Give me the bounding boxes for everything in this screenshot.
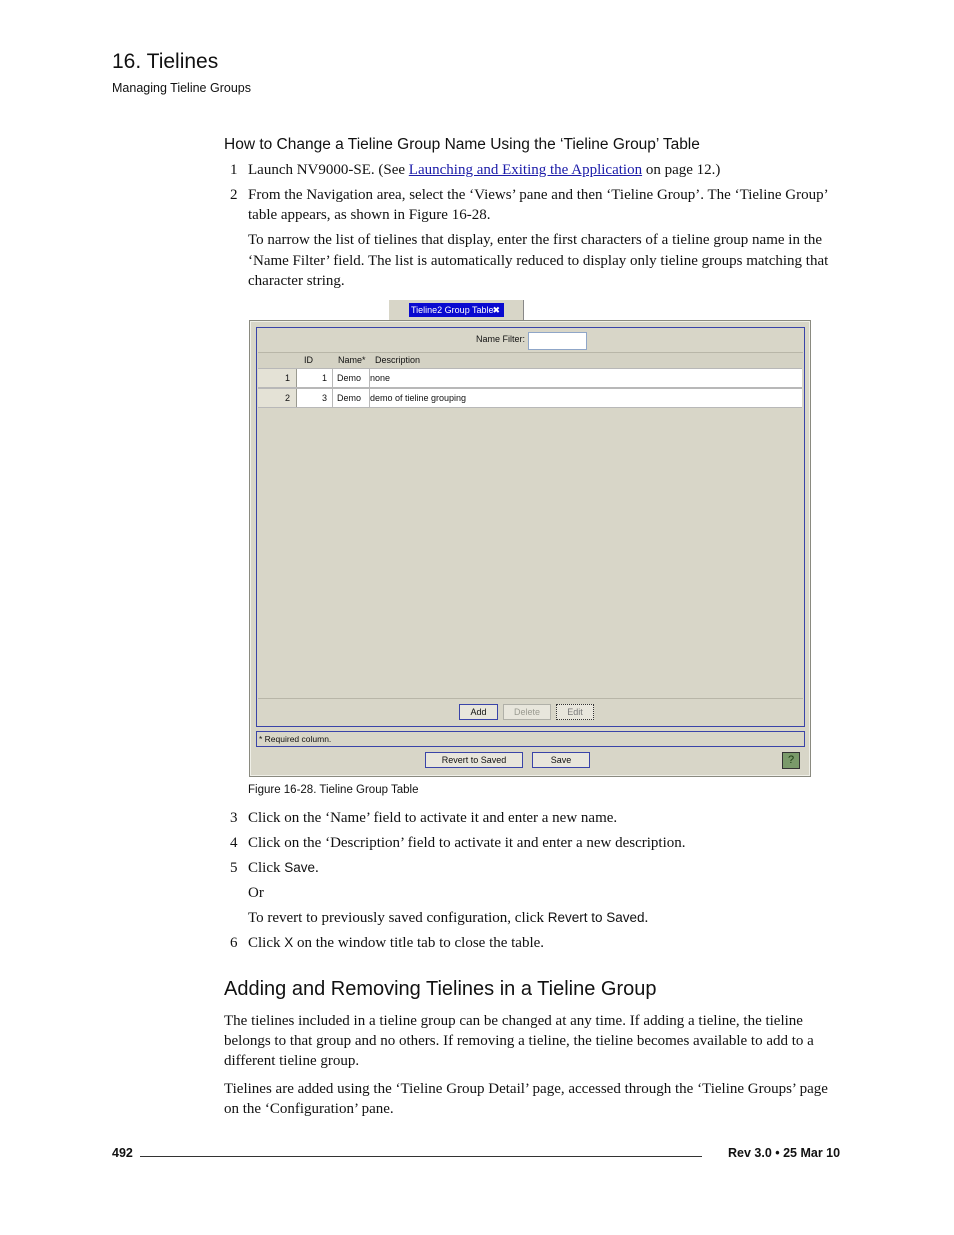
step-number: 6	[230, 935, 238, 951]
step-number: 5	[230, 860, 238, 876]
help-icon[interactable]: ?	[782, 752, 800, 769]
revision-label: Rev 3.0 • 25 Mar 10	[728, 1146, 841, 1160]
required-note: * Required column.	[256, 731, 805, 747]
footer-rule	[140, 1156, 702, 1157]
revert-to-saved-button[interactable]: Revert to Saved	[425, 752, 523, 768]
cell-id[interactable]: 3	[297, 389, 333, 407]
cell-name[interactable]: Demo	[333, 389, 370, 407]
ui-term-x: X	[284, 935, 294, 950]
section-heading: Adding and Removing Tielines in a Tieline Group	[224, 978, 657, 1000]
name-filter-input[interactable]	[528, 332, 587, 350]
close-icon[interactable]: ✖	[492, 305, 500, 315]
ui-term-revert: Revert to Saved	[547, 910, 645, 925]
step-text: Launch NV9000-SE. (See Launching and Exiting the Application on page 12.)	[248, 162, 721, 178]
cell-id[interactable]: 1	[297, 369, 333, 387]
tab-tieline-group-table[interactable]	[409, 303, 504, 317]
figure-caption: Figure 16-28. Tieline Group Table	[248, 784, 419, 796]
page-number: 492	[112, 1146, 133, 1160]
edit-button[interactable]: Edit	[556, 704, 594, 720]
table-body	[258, 368, 803, 698]
cell-name[interactable]: Demo	[333, 369, 370, 387]
step-text: Click on the ‘Description’ field to activate it and enter a new description.	[248, 835, 686, 851]
cell-description[interactable]: none	[370, 373, 391, 383]
revert-paragraph: To revert to previously saved configuration, click Revert to Saved.	[248, 910, 649, 926]
step-text: Click Save.	[248, 860, 319, 876]
or-text: Or	[248, 885, 264, 901]
add-button[interactable]: Add	[459, 704, 498, 720]
cell-description[interactable]: demo of tieline grouping	[370, 393, 467, 403]
step-number: 4	[230, 835, 238, 851]
step-text: Click on the ‘Name’ field to activate it and enter a new name.	[248, 810, 618, 826]
column-header-description[interactable]: Description	[375, 355, 421, 365]
column-header-name[interactable]: Name*	[338, 355, 366, 365]
procedure-heading: How to Change a Tieline Group Name Using the ‘Tieline Group’ Table	[224, 136, 700, 153]
row-number: 2	[258, 389, 297, 407]
name-filter-label: Name Filter:	[476, 334, 526, 344]
step-number: 2	[230, 187, 238, 203]
narrow-paragraph: To narrow the list of tielines that display, enter the first characters of a tieline group name in the ‘Name Filter’ field. The list is automatically reduced to display only tieline groups matching that character string.	[248, 232, 829, 289]
delete-button[interactable]: Delete	[503, 704, 551, 720]
table-row[interactable]	[258, 388, 802, 408]
adding-paragraph-1: The tielines included in a tieline group can be changed at any time. If adding a tieline, the tieline belongs to that group and no others. If removing a tieline, the tieline becomes available to add to a different tieline group.	[224, 1013, 814, 1069]
launching-link[interactable]: Launching and Exiting the Application	[408, 162, 643, 178]
tab-label: Tieline2 Group Table	[411, 305, 494, 315]
ui-term-save: Save	[284, 860, 316, 875]
column-header-id[interactable]: ID	[304, 355, 313, 365]
step-text: From the Navigation area, select the ‘Views’ pane and then ‘Tieline Group’. The ‘Tieline Group’ table appears, as shown in Figure 16-28.	[248, 187, 828, 223]
step-number: 3	[230, 810, 238, 826]
save-button[interactable]: Save	[532, 752, 590, 768]
table-row[interactable]	[258, 368, 802, 388]
step-text: Click X on the window title tab to close the table.	[248, 935, 545, 951]
step-number: 1	[230, 162, 238, 178]
chapter-title: 16. Tielines	[112, 50, 219, 73]
section-subtitle: Managing Tieline Groups	[112, 81, 251, 95]
row-number: 1	[258, 369, 297, 387]
table-header	[258, 352, 803, 368]
adding-paragraph-2: Tielines are added using the ‘Tieline Group Detail’ page, accessed through the ‘Tieline Groups’ page on the ‘Configuration’ pane.	[224, 1081, 828, 1117]
